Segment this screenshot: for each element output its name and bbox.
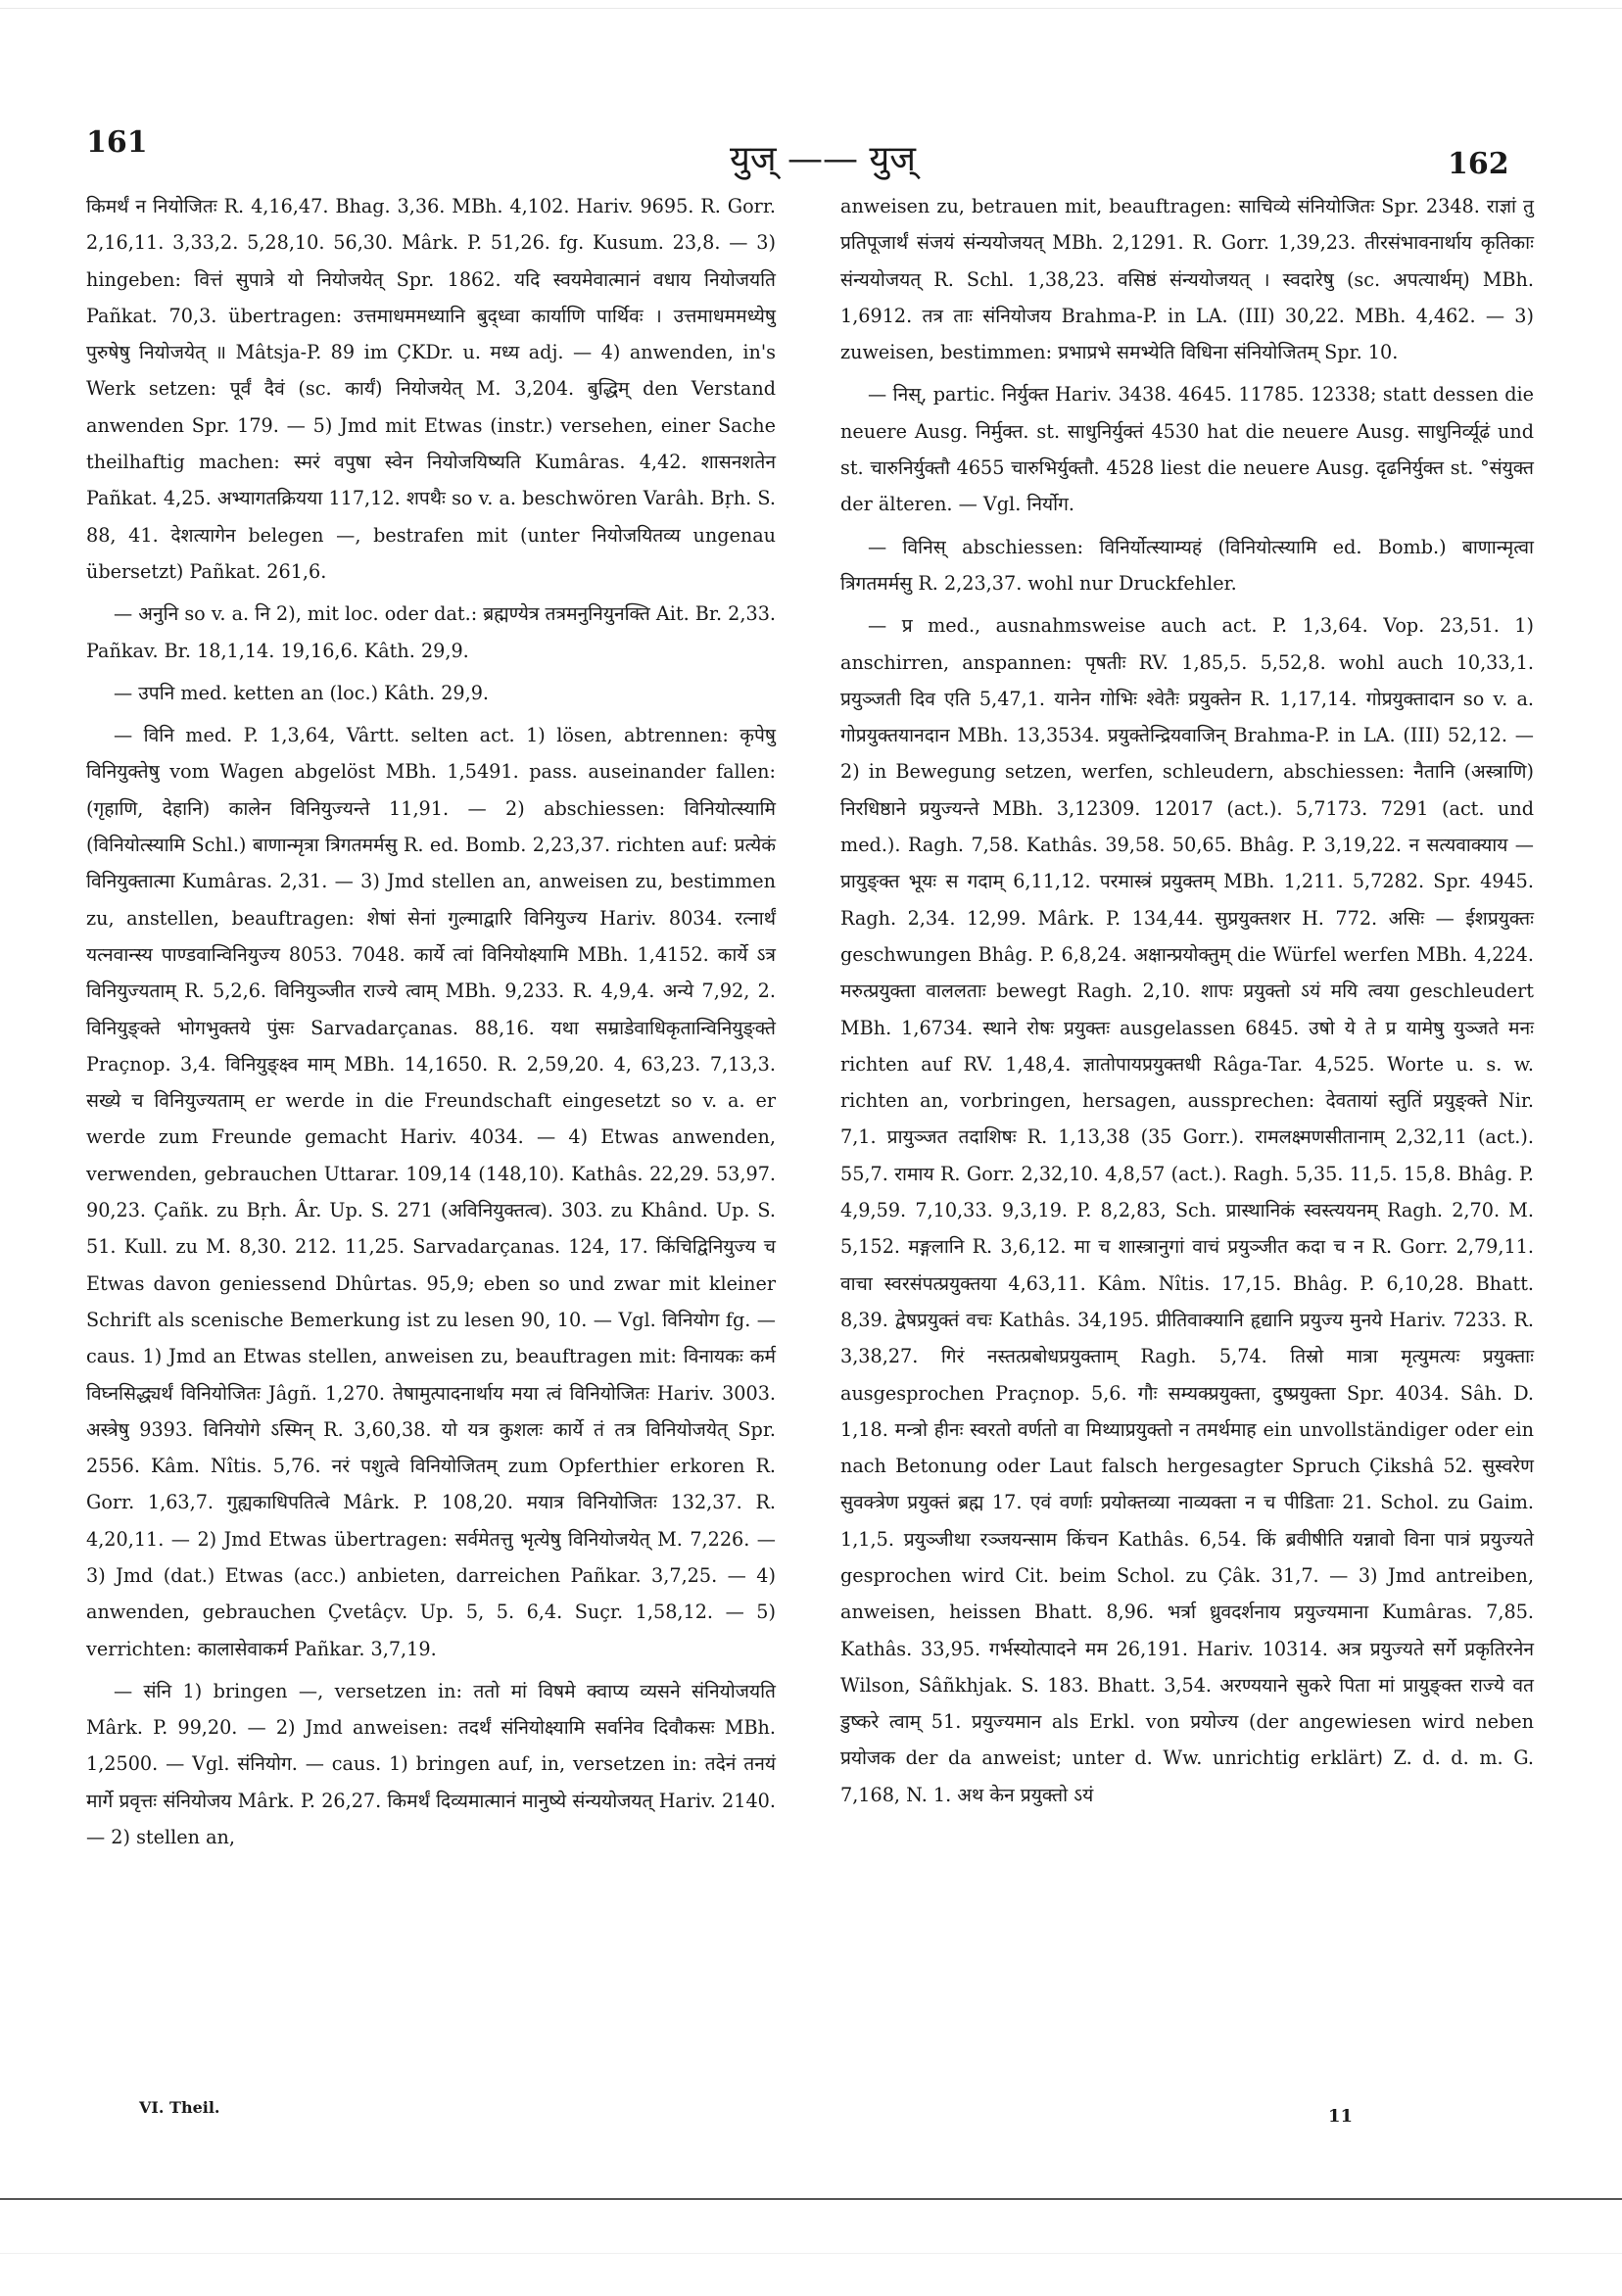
entry-paragraph: — संनि 1) bringen —, versetzen in: ततो मां विषमे क्वाप्य व्यसने संनियोजयति Mârk. P. 99,20. — 2) Jmd anweisen: तदर्थं संनियोक्ष्यामि सर्वानेव दिवौकसः MBh. 1,2500. — Vgl. संनियोग. — caus. 1) bringen auf, in, versetzen in: तदेनं तनयं मार्गे प्रवृत्तः संनियोजय Mârk. P. 26,27. किमर्थं दिव्यमात्मानं मानुष्ये संन्ययोजयत् Hariv. 2140. — 2) stellen an, <box>86 1679 776 1849</box>
entry-paragraph: — निस्, partic. निर्युक्त Hariv. 3438. 4645. 11785. 12338; statt dessen die neuere Ausg. निर्मुक्त. st. साधुनिर्युक्तं 4530 hat die neuere Ausg. साधुनिर्व्यूढं und st. चारुनिर्युक्तौ 4655 चारुभिर्युक्तौ. 4528 liest die neuere Ausg. दृढनिर्युक्त st. °संयुक्त der älteren. — Vgl. निर्योग. <box>840 383 1534 516</box>
running-head: युज् —— युज् <box>729 139 917 179</box>
right-column <box>840 188 1534 1819</box>
bottom-rule-faint <box>0 2253 1622 2254</box>
entry-paragraph: — उपनि med. ketten an (loc.) Kâth. 29,9. <box>114 681 490 704</box>
entry-paragraph: — विनि med. P. 1,3,64, Vârtt. selten act. 1) lösen, abtrennen: कृपेषु विनियुक्तेषु vom Wagen abgelöst MBh. 1,5491. pass. auseinander fallen: (गृहाणि, देहानि) कालेन विनियुज्यन्ते 11,91. — 2) abschiessen: विनियोत्स्यामि (विनियोत्स्यामि Schl.) बाणान्मृत्रा त्रिगतमर्मसु R. ed. Bomb. 2,23,37. richten auf: प्रत्येकं विनियुक्तात्मा Kumâras. 2,31. — 3) Jmd stellen an, anweisen zu, bestimmen zu, anstellen, beauftragen: शेषां सेनां गुल्माद्वारि विनियुज्य Hariv. 8034. रत्नार्थं यत्नवान्स्य पाण्डवान्विनियुज्य 8053. 7048. कार्ये त्वां विनियोक्ष्यामि MBh. 1,4152. कार्ये ऽत्र विनियुज्यताम् R. 5,2,6. विनियुञ्जीत राज्ये त्वाम् MBh. 9,233. R. 4,9,4. अन्ये 7,92, 2. विनियुङ्क्ते भोगभुक्तये पुंसः Sarvadarçanas. 88,16. यथा सम्राडेवाधिकृतान्विनियुङ्क्ते Praçnop. 3,4. विनियुङ्क्ष्व माम् MBh. 14,1650. R. 2,59,20. 4, 63,23. 7,13,3. सख्ये च विनियुज्यताम् er werde in die Freundschaft eingesetzt so v. a. er werde zum Freunde gemacht Hariv. 4034. — 4) Etwas anwenden, verwenden, gebrauchen Uttarar. 109,14 (148,10). Kathâs. 22,29. 53,97. 90,23. Çañk. zu Bṛh. Âr. Up. S. 271 (अविनियुक्तत्व). 303. zu Khând. Up. S. 51. Kull. zu M. 8,30. 212. 11,25. Sarvadarçanas. 124, 17. किंचिद्विनियुज्य च Etwas davon geniessend Dhûrtas. 95,9; eben so und zwar mit kleiner Schrift als scenische Bemerkung ist zu lesen 90, 10. — Vgl. विनियोग fg. — caus. 1) Jmd an Etwas stellen, anweisen zu, beauftragen mit: विनायकः कर्म विघ्नसिद्ध्यर्थं विनियोजितः Jâgñ. 1,270. तेषामुत्पादनार्थाय मया त्वं विनियोजितः Hariv. 3003. अस्त्रेषु 9393. विनियोगे ऽस्मिन् R. 3,60,38. यो यत्र कुशलः कार्ये तं तत्र विनियोजयेत् Spr. 2556. Kâm. Nîtis. 5,76. नरं पशुत्वे विनियोजितम् zum Opferthier erkoren R. Gorr. 1,63,7. गुह्यकाधिपतित्वे Mârk. P. 108,20. मयात्र विनियोजितः 132,37. R. 4,20,11. — 2) Jmd Etwas übertragen: सर्वमेतत्तु भृत्येषु विनियोजयेत् M. 7,226. — 3) Jmd (dat.) Etwas (acc.) anbieten, darreichen Pañkar. 3,7,25. — 4) anwenden, gebrauchen Çvetâçv. Up. 5, 5. 6,4. Suçr. 1,58,12. — 5) verrichten: कालासेवाकर्म Pañkar. 3,7,19. <box>86 724 776 1660</box>
entry-paragraph: — विनिस् abschiessen: विनिर्योत्स्याम्यहं (विनियोत्स्यामि ed. Bomb.) बाणान्मृत्वा त्रिगतमर्मसु R. 2,23,37. wohl nur Druckfehler. <box>840 535 1534 595</box>
entry-paragraph: anweisen zu, betrauen mit, beauftragen: साचिव्ये संनियोजितः Spr. 2348. राज्ञां तु प्रतिपूजार्थं संजयं संन्ययोजयत् MBh. 2,1291. R. Gorr. 1,39,23. तीरसंभावनार्थाय कृतिकाः संन्ययोजयत् R. Schl. 1,38,23. वसिष्ठं संन्ययोजयत् । स्वदारेषु (sc. अपत्यार्थम्) MBh. 1,6912. तत्र ताः संनियोजय Brahma-P. in LA. (III) 30,22. MBh. 4,462. — 3) zuweisen, bestimmen: प्रभाप्रभे समभ्येति विधिना संनियोजितम् Spr. 10. <box>840 195 1534 364</box>
bottom-rule <box>0 2198 1622 2200</box>
page-header <box>0 0 1622 186</box>
entry-paragraph: किमर्थं न नियोजितः R. 4,16,47. Bhag. 3,36. MBh. 4,102. Hariv. 9695. R. Gorr. 2,16,11. 3,33,2. 5,28,10. 56,30. Mârk. P. 51,26. fg. Kusum. 23,8. — 3) hingeben: वित्तं सुपात्रे यो नियोजयेत् Spr. 1862. यदि स्वयमेवात्मानं वधाय नियोजयति Pañkat. 70,3. übertragen: उत्तमाधममध्यानि बुद्ध्वा कार्याणि पार्थिवः । उत्तमाधममध्येषु पुरुषेषु नियोजयेत् ॥ Mâtsja-P. 89 im ÇKDr. u. मध्य adj. — 4) anwenden, in's Werk setzen: पूर्वं दैवं (sc. कार्यं) नियोजयेत् M. 3,204. बुद्धिम् den Verstand anwenden Spr. 179. — 5) Jmd mit Etwas (instr.) versehen, einer Sache theilhaftig machen: स्मरं वपुषा स्वेन नियोजयिष्यति Kumâras. 4,42. शासनशतेन Pañkat. 4,25. अभ्यागतक्रियया 117,12. शपथैः so v. a. beschwören Varâh. Bṛh. S. 88, 41. देशत्यागेन belegen —, bestrafen mit (unter नियोजयितव्य ungenau übersetzt) Pañkat. 261,6. <box>86 195 776 583</box>
entry-paragraph: — अनुनि so v. a. नि 2), mit loc. oder dat.: ब्रह्मण्येत्र तत्रमनुनियुनक्ति Ait. Br. 2,33. Pañkav. Br. 18,1,14. 19,16,6. Kâth. 29,9. <box>86 602 776 662</box>
signature-mark: 11 <box>1328 2106 1354 2127</box>
volume-label: VI. Theil. <box>139 2098 220 2117</box>
page-number-left: 161 <box>86 125 148 160</box>
left-column <box>86 188 776 1861</box>
entry-paragraph: — प्र med., ausnahmsweise auch act. P. 1,3,64. Vop. 23,51. 1) anschirren, anspannen: पृषतीः RV. 1,85,5. 5,52,8. wohl auch 10,33,1. प्रयुञ्जती दिव एति 5,47,1. यानेन गोभिः श्वेतैः प्रयुक्तेन R. 1,17,14. गोप्रयुक्तादान so v. a. गोप्रयुक्तयानदान MBh. 13,3534. प्रयुक्तेन्द्रियवाजिन् Brahma-P. in LA. (III) 52,12. — 2) in Bewegung setzen, werfen, schleudern, abschiessen: नैतानि (अस्त्राणि) निरधिष्ठाने प्रयुज्यन्ते MBh. 3,12309. 12017 (act.). 5,7173. 7291 (act. und med.). Ragh. 7,58. Kathâs. 39,58. 50,65. Bhâg. P. 3,19,22. न सत्यवाक्याय — प्रायुङ्क्त भूयः स गदाम् 6,11,12. परमास्त्रं प्रयुक्तम् MBh. 1,211. 5,7282. Spr. 4945. Ragh. 2,34. 12,99. Mârk. P. 134,44. सुप्रयुक्तशर H. 772. असिः — ईशप्रयुक्तः geschwungen Bhâg. P. 6,8,24. अक्षान्प्रयोक्तुम् die Würfel werfen MBh. 4,224. मरुत्प्रयुक्ता वाललताः bewegt Ragh. 2,10. शापः प्रयुक्तो ऽयं मयि त्वया geschleudert MBh. 1,6734. स्थाने रोषः प्रयुक्तः ausgelassen 6845. उषो ये ते प्र यामेषु युञ्जते मनः richten auf RV. 1,48,4. ज्ञातोपायप्रयुक्तधी Râga-Tar. 4,525. Worte u. s. w. richten an, vorbringen, hersagen, aussprechen: देवतायां स्तुतिं प्रयुङ्क्ते Nir. 7,1. प्रायुञ्जत तदाशिषः R. 1,13,38 (35 Gorr.). रामलक्ष्मणसीतानाम् 2,32,11 (act.). 55,7. रामाय R. Gorr. 2,32,10. 4,8,57 (act.). Ragh. 5,35. 11,5. 15,8. Bhâg. P. 4,9,59. 7,10,33. 9,3,19. P. 8,2,83, Sch. प्रास्थानिकं स्वस्त्ययनम् Ragh. 2,70. M. 5,152. मङ्गलानि R. 3,6,12. मा च शास्त्रानुगां वाचं प्रयुञ्जीत कदा च न R. Gorr. 2,79,11. वाचा स्वरसंपत्प्रयुक्तया 4,63,11. Kâm. Nîtis. 17,15. Bhâg. P. 6,10,28. Bhatt. 8,39. द्वेषप्रयुक्तं वचः Kathâs. 34,195. प्रीतिवाक्यानि हृद्यानि प्रयुज्य मुनये Hariv. 7233. R. 3,38,27. गिरं नस्तत्प्रबोधप्रयुक्ताम् Ragh. 5,74. तिस्रो मात्रा मृत्युमत्यः प्रयुक्ताः ausgesprochen Praçnop. 5,6. गौः सम्यक्प्रयुक्ता, दुष्प्रयुक्ता Spr. 4034. Sâh. D. 1,18. मन्त्रो हीनः स्वरतो वर्णतो वा मिथ्याप्रयुक्तो न तमर्थमाह ein unvollständiger oder ein nach Betonung oder Laut falsch hergesagter Spruch Çikshâ 52. सुस्वरेण सुवक्त्रेण प्रयुक्तं ब्रह्म 17. एवं वर्णाः प्रयोक्तव्या नाव्यक्ता न च पीडिताः 21. Schol. zu Gaim. 1,1,5. प्रयुञ्जीथा रञ्जयन्साम किंचन Kathâs. 6,54. किं ब्रवीषीति यन्नावो विना पात्रं प्रयुज्यते gesprochen wird Cit. beim Schol. zu Çâk. 31,7. — 3) Jmd antreiben, anweisen, heissen Bhatt. 8,96. भर्त्रा ध्रुवदर्शनाय प्रयुज्यमाना Kumâras. 7,85. Kathâs. 33,95. गर्भस्योत्पादने मम 26,191. Hariv. 10314. अत्र प्रयुज्यते सर्गे प्रकृतिरनेन Wilson, Sâñkhjak. S. 183. Bhatt. 3,54. अरण्ययाने सुकरे पिता मां प्रायुङ्क्त राज्ये वत डुष्करे त्वाम् 51. प्रयुज्यमान als Erkl. von प्रयोज्य (der angewiesen wird neben प्रयोजक der da anweist; unter d. Ww. unrichtig erklärt) Z. d. d. m. G. 7,168, N. 1. अथ केन प्रयुक्तो ऽयं <box>840 614 1534 1806</box>
page-number-right: 162 <box>1448 147 1509 181</box>
